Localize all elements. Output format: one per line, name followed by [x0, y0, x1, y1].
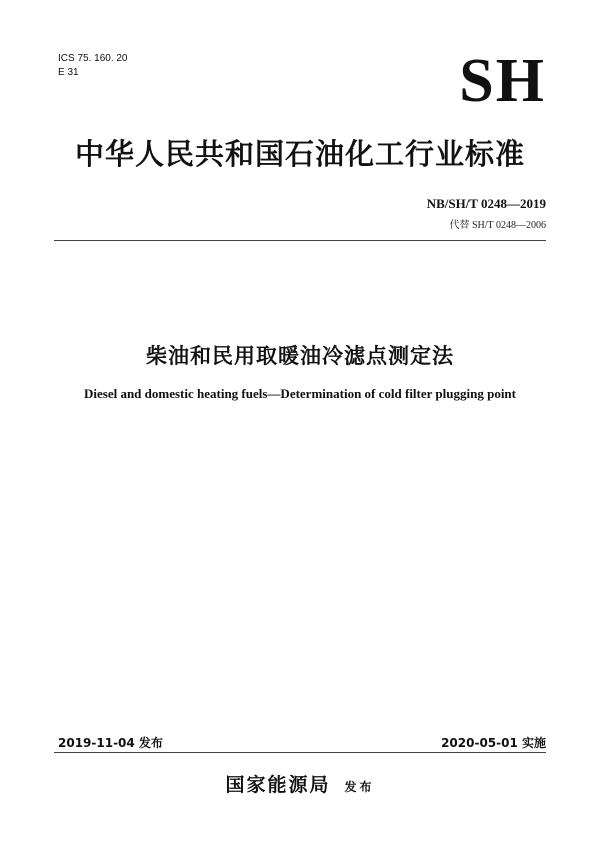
document-title-en: Diesel and domestic heating fuels—Determination of cold filter plugging point [83, 386, 516, 401]
issuer-action: 发布 [344, 780, 375, 794]
industry-standard-title: 中华人民共和国石油化工行业标准 [74, 137, 525, 171]
ics-code: ICS 75. 160. 20 [58, 53, 128, 64]
issuer-line [0, 770, 600, 797]
sh-logo: SH [459, 47, 546, 115]
top-divider [54, 240, 546, 241]
ccs-code: E 31 [58, 67, 79, 78]
classification-codes [58, 52, 128, 80]
issue-date: 2019-11-04 发布 [58, 736, 163, 750]
document-title-cn: 柴油和民用取暖油冷滤点测定法 [146, 344, 454, 368]
issuer-name: 国家能源局 [225, 774, 331, 796]
standard-number: NB/SH/T 0248—2019 [426, 196, 546, 211]
bottom-divider [54, 752, 546, 753]
replaces-standard: 代替 SH/T 0248—2006 [449, 220, 546, 231]
implementation-date: 2020-05-01 实施 [441, 736, 546, 750]
